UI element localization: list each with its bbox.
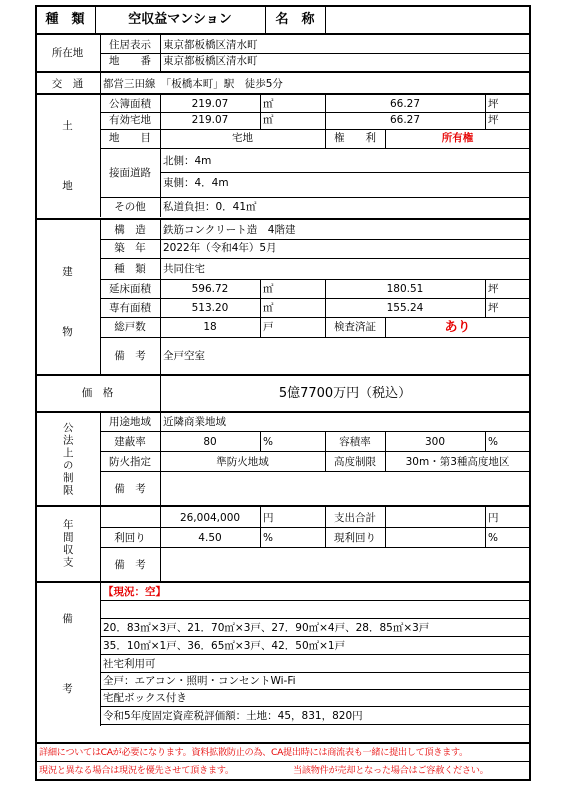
unit-percent: % [263,531,273,544]
unit-percent: % [488,531,498,544]
unit-m2: ㎡ [263,301,274,314]
grid-line-h [35,93,530,95]
grid-line-h [100,636,530,637]
grid-line-v [385,507,386,547]
inspection-value: あり [444,319,471,335]
grid-line-h [35,505,530,507]
traffic-value: 都営三田線 「板橋本町」駅 徒歩5分 [103,77,283,90]
expenses-label: 支出合計 [334,511,376,524]
address-display-label: 住居表示 [109,38,151,51]
building-notes-label: 備 考 [114,349,146,362]
registry-area-m2: 219.07 [191,97,229,110]
far-label: 容積率 [339,435,371,448]
effective-area-m2: 219.07 [191,113,229,126]
yield-value: 4.50 [198,531,222,544]
remarks-line-3: 社宅利用可 [103,657,156,670]
unit-m2: ㎡ [263,97,274,110]
exclusive-area-label: 専有面積 [109,301,151,314]
unit-m2: ㎡ [263,282,274,295]
grid-line-h [100,600,530,601]
far-value: 300 [424,435,446,448]
unit-tsubo: 坪 [488,301,499,314]
height-label: 高度制限 [334,455,376,468]
exclusive-area-m2: 513.20 [191,301,229,314]
rights-value: 所有権 [441,131,474,144]
annual-income-value: 26,004,000 [179,511,241,524]
structure-value: 鉄筋コンクリート造 4階建 [163,223,296,236]
grid-line-h [35,761,530,762]
remarks-line-6: 令和5年度固定資産税評価額：土地：45，831，820円 [103,709,363,722]
grid-line-h [100,298,530,299]
kind-label: 種 類 [114,262,146,275]
remarks-line-5: 宅配ボックス付き [103,691,187,704]
name-value [325,6,530,32]
kind-value: 共同住宅 [163,262,205,275]
income-notes-label: 備 考 [114,558,146,571]
height-value: 30m・第3種高度地区 [405,455,510,468]
remarks-line-4: 全戸：エアコン・照明・コンセントWi-Fi [103,674,296,687]
price-value: 5億7700万円（税込） [278,385,412,401]
footer-line-2-left: 現況と異なる場合は現況を優先させて頂きます。 [39,765,234,777]
remarks-label-1: 備 [62,612,73,625]
built-label: 築 年 [114,241,146,254]
remarks-line-1: 20．83㎡×3戸、21．70㎡×3戸、27．90㎡×4戸、28．85㎡×3戸 [103,621,430,634]
road-north: 北側：4m [163,154,212,167]
total-units-label: 総戸数 [114,320,146,333]
grid-line-h [100,471,530,472]
remarks-line-2: 35．10㎡×1戸、36．65㎡×3戸、42．50㎡×1戸 [103,639,346,652]
inspection-label: 検査済証 [334,320,376,333]
lot-label: 地 番 [109,54,151,67]
road-east: 東側：4．4m [163,176,229,189]
zoning-label: 用途地域 [109,415,151,428]
grid-line-h [100,618,530,619]
grid-line-h [100,258,530,259]
footer-line-1: 詳細についてはCAが必要になります。資料拡散防止の為、CA提出時には商流表も一緒に提出して頂きます。 [39,747,468,759]
land-label-1: 土 [62,119,73,132]
floor-area-m2: 596.72 [191,282,229,295]
grid-line-h [100,451,530,452]
building-notes-value: 全戸空室 [163,349,205,362]
zoning-value: 近隣商業地域 [163,415,226,428]
lot-value: 東京都板橋区清水町 [163,54,258,67]
grid-line-h [100,706,530,707]
unit-dwelling: 戸 [263,320,274,333]
current-yield-label: 現利回り [334,531,376,544]
grid-line-h [100,337,530,338]
floor-area-tsubo: 180.51 [386,282,424,295]
remarks-label-2: 考 [62,682,73,695]
grid-line-h [35,411,530,413]
grid-line-h [35,71,530,73]
effective-area-label: 有効宅地 [109,113,151,126]
total-units-value: 18 [203,320,217,333]
land-label-2: 地 [62,179,73,192]
grid-line-h [35,581,530,583]
address-display-value: 東京都板橋区清水町 [163,38,258,51]
fire-value: 準防火地域 [216,455,269,468]
traffic-label: 交 通 [51,77,84,90]
registry-area-label: 公簿面積 [109,97,151,110]
legal-notes-label: 備 考 [114,482,146,495]
footer-line-2-right: 当該物件が売却となった場合はご容赦ください。 [293,765,489,777]
remarks-status: 【現況：空】 [103,585,166,598]
land-category-value: 宅地 [232,131,253,144]
unit-yen: 円 [263,511,274,524]
floor-area-label: 延床面積 [109,282,151,295]
grid-line-h [100,654,530,655]
legal-label: 公法上の制限 [61,421,74,497]
coverage-label: 建蔽率 [114,435,146,448]
fire-label: 防火指定 [109,455,151,468]
grid-line-h [100,724,530,725]
land-other-label: その他 [114,200,146,213]
name-label: 名 称 [275,11,315,27]
grid-line-h [35,779,530,781]
type-value: 空収益マンション [128,11,232,27]
effective-area-tsubo: 66.27 [389,113,421,126]
coverage-value: 80 [203,435,217,448]
location-label: 所在地 [51,46,84,59]
unit-m2: ㎡ [263,113,274,126]
grid-line-h [100,547,530,548]
registry-area-tsubo: 66.27 [389,97,421,110]
grid-line-h [35,742,530,744]
yield-label: 利回り [114,531,146,544]
grid-line-h [100,279,530,280]
land-category-label: 地 目 [109,131,151,144]
type-label: 種 類 [45,11,85,27]
income-label: 年間収支 [61,519,74,569]
price-label: 価 格 [81,386,114,399]
building-label-2: 物 [62,325,73,338]
grid-line-h [100,148,530,149]
unit-percent: % [488,435,498,448]
rights-label: 権 利 [334,131,376,144]
road-label: 接面道路 [109,166,151,179]
land-other-value: 私道負担：0．41㎡ [163,200,257,213]
exclusive-area-tsubo: 155.24 [386,301,424,314]
structure-label: 構 造 [114,223,146,236]
grid-line-h [100,527,530,528]
unit-tsubo: 坪 [488,113,499,126]
building-label-1: 建 [62,265,73,278]
grid-line-h [35,33,530,35]
unit-tsubo: 坪 [488,282,499,295]
built-value: 2022年（令和4年）5月 [163,241,277,254]
unit-percent: % [263,435,273,448]
grid-line-h [35,218,530,220]
unit-tsubo: 坪 [488,97,499,110]
grid-line-h [100,431,530,432]
unit-yen: 円 [488,511,499,524]
